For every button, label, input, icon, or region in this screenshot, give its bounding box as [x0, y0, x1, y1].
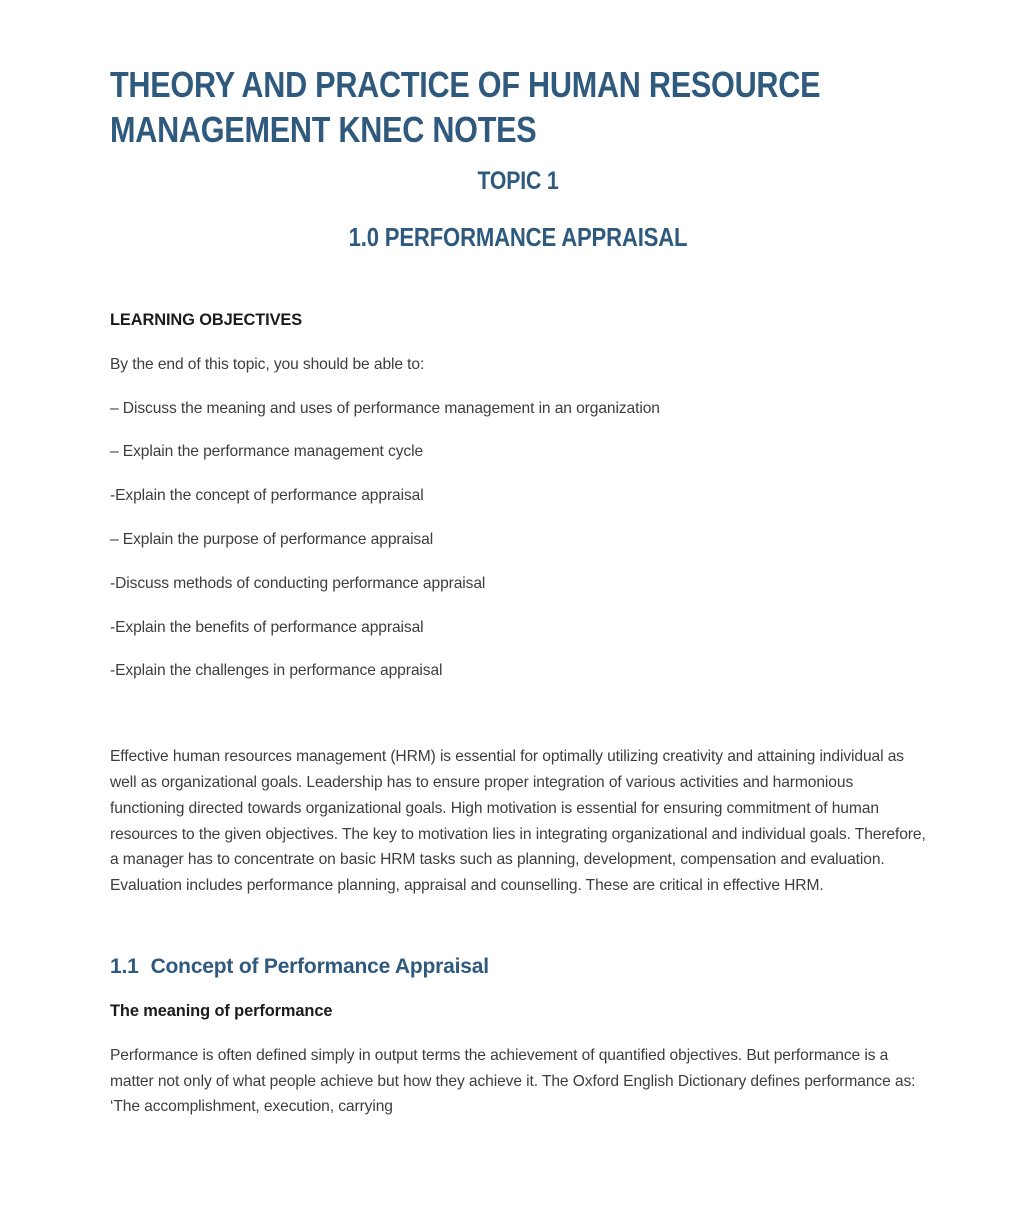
learning-objectives-heading: LEARNING OBJECTIVES	[110, 311, 303, 329]
document-header	[110, 62, 926, 254]
objective-item-1: – Discuss the meaning and uses of performance management in an organization	[110, 399, 660, 417]
meaning-heading: The meaning of performance	[110, 1001, 333, 1020]
document-title	[110, 62, 926, 152]
objective-item-6: -Explain the benefits of performance appraisal	[110, 618, 424, 636]
subsection-heading	[110, 953, 926, 981]
topic-heading: TOPIC 1	[477, 167, 559, 195]
subsection-title: Concept of Performance Appraisal	[150, 954, 489, 978]
objective-item-3: -Explain the concept of performance appraisal	[110, 487, 424, 505]
document-title-line1: THEORY AND PRACTICE OF HUMAN RESOURCE	[110, 64, 821, 105]
section-heading: 1.0 PERFORMANCE APPRAISAL	[348, 222, 688, 252]
document-body	[110, 254, 926, 1120]
document-title-line2: MANAGEMENT KNEC NOTES	[110, 109, 537, 150]
objective-item-4: – Explain the purpose of performance appraisal	[110, 530, 434, 548]
meaning-paragraph: Performance is often defined simply in output terms the achievement of quantified objectives. But performance is a matter not only of what people achieve but how they achieve it. The Oxford English Dictionary defines performance as: ‘The accomplishment, execution, carrying	[110, 1046, 916, 1116]
subsection-number: 1.1	[110, 954, 139, 978]
intro-paragraph: Effective human resources management (HRM) is essential for optimally utilizing creativity and attaining individual as well as organizational goals. Leadership has to ensure proper integration of various activities and harmonious functioning directed towards organizational goals. High motivation is essential for ensuring commitment of human resources to the given objectives. The key to motivation lies in integrating organizational and individual goals. Therefore, a manager has to concentrate on basic HRM tasks such as planning, development, compensation and evaluation. Evaluation includes performance planning, appraisal and counselling. These are critical in effective HRM.	[110, 748, 926, 895]
objectives-intro: By the end of this topic, you should be able to:	[110, 355, 425, 373]
objective-item-7: -Explain the challenges in performance appraisal	[110, 662, 443, 680]
objective-item-5: -Discuss methods of conducting performance appraisal	[110, 574, 486, 592]
objective-item-2: – Explain the performance management cycle	[110, 443, 424, 461]
